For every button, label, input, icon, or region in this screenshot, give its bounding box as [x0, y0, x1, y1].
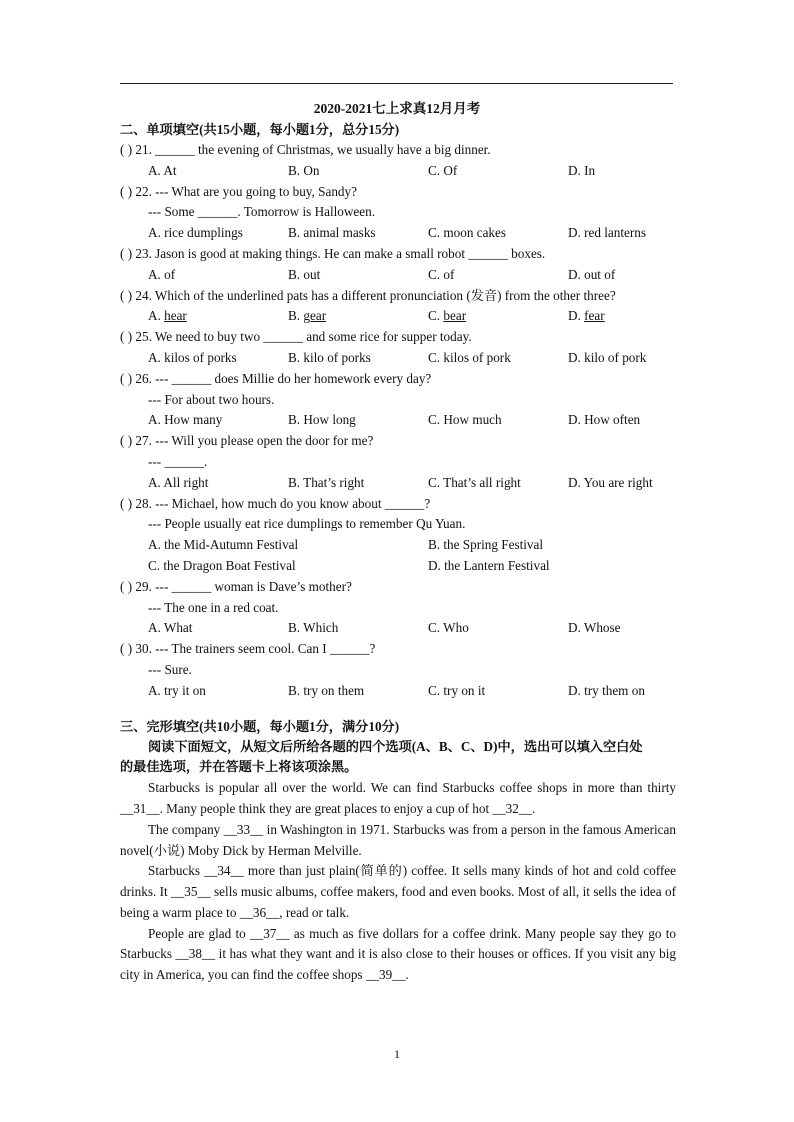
answer-option: B. How long — [288, 412, 356, 428]
answer-option: B. try on them — [288, 682, 365, 698]
answer-option: C. That’s all right — [428, 474, 521, 490]
question-item — [120, 639, 676, 701]
answer-option: D. red lanterns — [568, 225, 646, 241]
section-gap — [120, 702, 676, 716]
section-2-heading: 二、单项填空(共15小题，每小题1分，总分15分) — [120, 122, 400, 137]
question-item — [120, 244, 676, 286]
question-dialogue-line: --- ______. — [148, 453, 208, 469]
answer-option: A. How many — [148, 412, 223, 428]
answer-option: B. kilo of porks — [288, 349, 371, 365]
page-number: 1 — [394, 1047, 400, 1061]
question-item — [120, 327, 676, 369]
question-item — [120, 182, 676, 244]
passage-paragraph-1: Starbucks is popular all over the world. We can find Starbucks coffee shops in more than thirty __31__. Many people think they are great places to enjoy a cup of hot __32__. — [120, 780, 676, 816]
question-item — [120, 369, 676, 431]
option-row — [120, 410, 676, 431]
answer-option: C. How much — [428, 412, 502, 428]
answer-option: C. the Dragon Boat Festival — [148, 557, 296, 573]
answer-option: D. the Lantern Festival — [428, 557, 550, 573]
option-row — [120, 161, 676, 182]
question-item — [120, 431, 676, 493]
answer-option: B. out — [288, 266, 321, 282]
question-stem: ( ) 30. --- The trainers seem cool. Can I ______? — [120, 641, 376, 657]
question-dialogue-line: --- The one in a red coat. — [148, 599, 279, 615]
question-stem: ( ) 26. --- ______ does Millie do her homework every day? — [120, 370, 432, 386]
answer-option: A. At — [148, 162, 177, 178]
passage-paragraph-2: The company __33__ in Washington in 1971. Starbucks was from a person in the famous American novel(小说) Moby Dick by Herman Melville. — [120, 821, 676, 858]
answer-option: B. animal masks — [288, 225, 376, 241]
underlined-word: bear — [443, 308, 467, 324]
question-stem: ( ) 28. --- Michael, how much do you know about ______? — [120, 495, 431, 511]
answer-option: C. kilos of pork — [428, 349, 511, 365]
question-item — [120, 286, 676, 328]
answer-option: B. Which — [288, 620, 339, 636]
option-row — [120, 618, 676, 639]
answer-option: C. moon cakes — [428, 225, 507, 241]
question-stem: ( ) 25. We need to buy two ______ and some rice for supper today. — [120, 329, 472, 345]
option-row — [120, 473, 676, 494]
option-row — [120, 223, 676, 244]
option-row — [120, 348, 676, 369]
section-3-instruction-line-1: 阅读下面短文，从短文后所给各题的四个选项(A、B、C、D)中，选出可以填入空白处 — [148, 738, 643, 754]
answer-option: D. out of — [568, 266, 616, 282]
answer-option: B. That’s right — [288, 474, 365, 490]
question-stem: ( ) 27. --- Will you please open the door for me? — [120, 433, 374, 449]
answer-option: A. hear — [148, 308, 187, 324]
answer-option: D. kilo of pork — [568, 349, 647, 365]
underlined-word: fear — [584, 308, 605, 324]
answer-option: A. of — [148, 266, 176, 282]
section-3-heading: 三、完形填空(共10小题，每小题1分，满分10分) — [120, 718, 400, 734]
answer-option: C. bear — [428, 308, 467, 324]
question-dialogue-line: --- Some ______. Tomorrow is Halloween. — [148, 204, 376, 220]
answer-option: C. Who — [428, 620, 469, 636]
underlined-word: hear — [164, 308, 187, 324]
option-row — [120, 306, 676, 327]
page-title: 2020-2021七上求真12月月考 — [313, 101, 481, 116]
answer-option: D. Whose — [568, 620, 621, 636]
answer-option: D. fear — [568, 308, 605, 324]
answer-option: D. You are right — [568, 474, 653, 490]
answer-option: B. gear — [288, 308, 327, 324]
question-stem: ( ) 22. --- What are you going to buy, Sandy? — [120, 183, 357, 199]
exam-content — [120, 119, 676, 986]
answer-option: D. In — [568, 162, 596, 178]
answer-option: A. rice dumplings — [148, 225, 243, 241]
option-row — [120, 535, 676, 556]
question-list — [120, 140, 676, 702]
option-row — [120, 681, 676, 702]
question-dialogue-line: --- For about two hours. — [148, 391, 275, 407]
answer-option: A. All right — [148, 474, 209, 490]
question-stem: ( ) 29. --- ______ woman is Dave’s mother? — [120, 578, 352, 594]
underlined-word: gear — [303, 308, 327, 324]
answer-option: B. the Spring Festival — [428, 537, 544, 553]
section-3-instruction-line-2: 的最佳选项，并在答题卡上将该项涂黑。 — [120, 759, 358, 775]
question-item — [120, 140, 676, 182]
answer-option: D. How often — [568, 412, 641, 428]
answer-option: C. Of — [428, 162, 458, 178]
question-stem: ( ) 23. Jason is good at making things. He can make a small robot ______ boxes. — [120, 245, 546, 261]
option-row — [120, 265, 676, 286]
question-dialogue-line: --- Sure. — [148, 661, 192, 677]
answer-option: B. On — [288, 162, 320, 178]
question-stem: ( ) 24. Which of the underlined pats has a different pronunciation (发音) from the other three? — [120, 287, 616, 303]
question-dialogue-line: --- People usually eat rice dumplings to remember Qu Yuan. — [148, 516, 466, 532]
answer-option: A. the Mid-Autumn Festival — [148, 537, 299, 553]
header-rule — [120, 83, 673, 84]
answer-option: A. try it on — [148, 682, 206, 698]
answer-option: A. kilos of porks — [148, 349, 237, 365]
passage-paragraph-3: Starbucks __34__ more than just plain(简单的) coffee. It sells many kinds of hot and cold coffee drinks. It __35__ sells music albums, coffee makers, food and even books. Most of all, it sells the idea of being a warm place to __36__, read or talk. — [120, 863, 676, 920]
question-item — [120, 494, 676, 577]
answer-option: C. try on it — [428, 682, 486, 698]
question-item — [120, 577, 676, 639]
answer-option: A. What — [148, 620, 193, 636]
option-row — [120, 556, 676, 577]
passage-paragraph-4: People are glad to __37__ as much as five dollars for a coffee drink. Many people say they go to Starbucks __38__ it has what they want and it is also close to their houses or offices. If you visit any big city in America, you can find the coffee shops __39__. — [120, 925, 676, 983]
answer-option: C. of — [428, 266, 455, 282]
question-stem: ( ) 21. ______ the evening of Christmas, we usually have a big dinner. — [120, 142, 491, 157]
answer-option: D. try them on — [568, 682, 645, 698]
